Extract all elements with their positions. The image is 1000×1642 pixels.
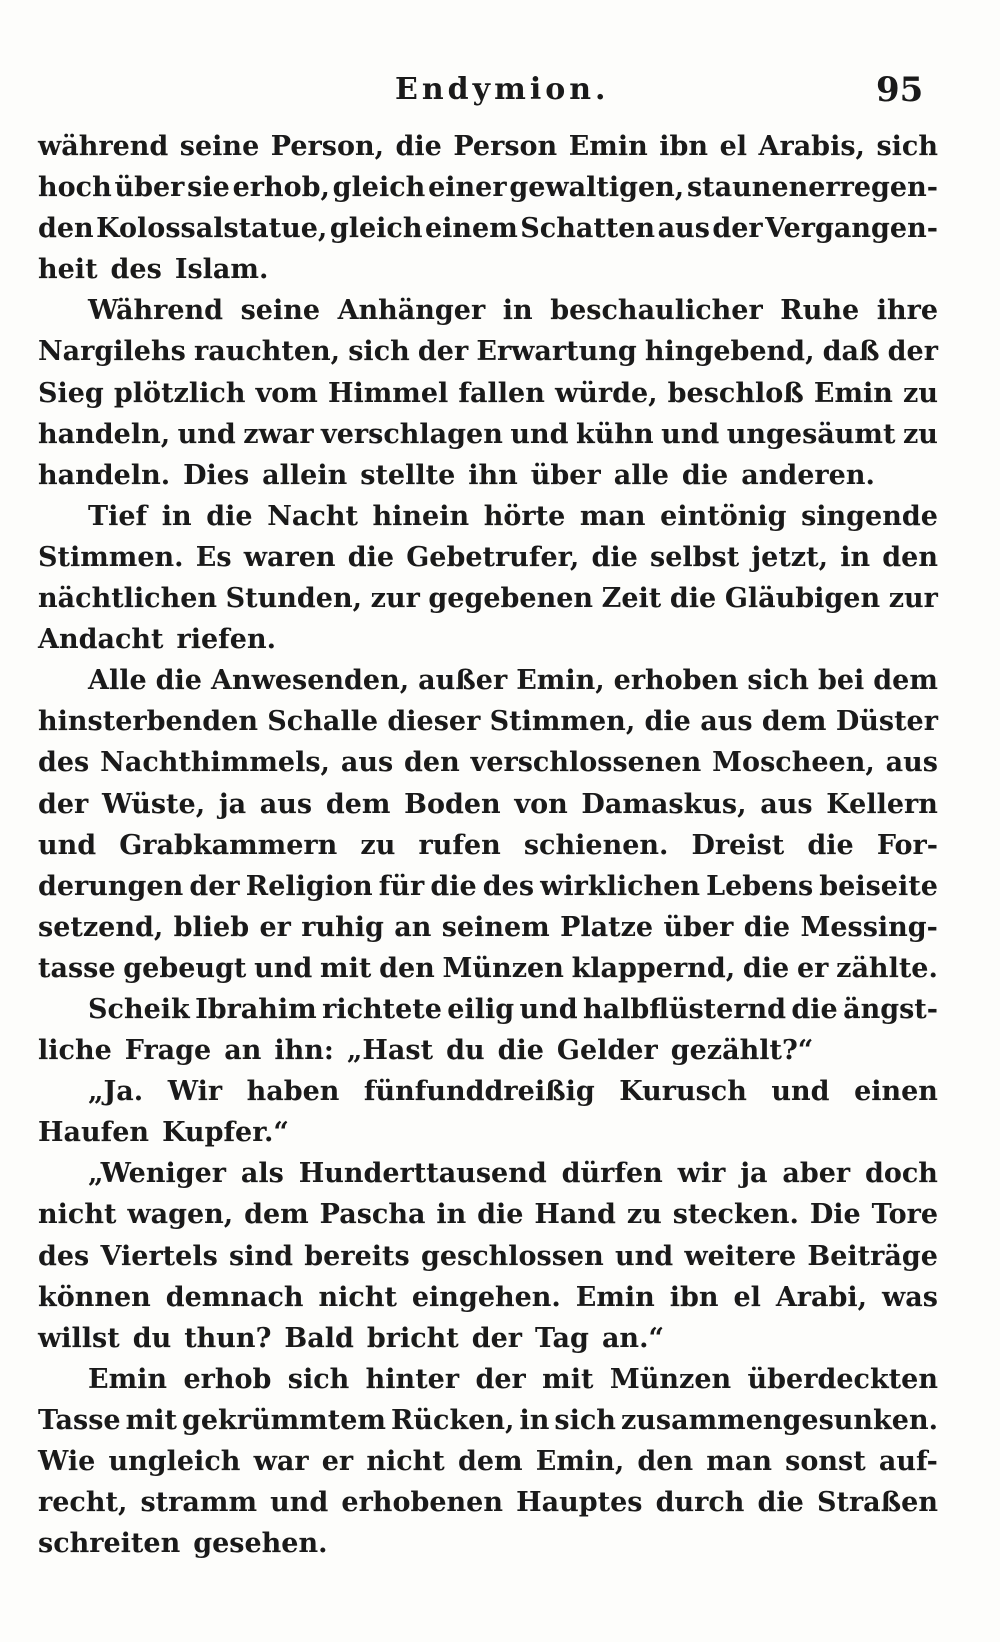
text-line: Stimmen. Es waren die Gebetrufer, die selbst jetzt, in den [38,541,938,573]
text-line: liche Frage an ihn: „Hast du die Gelder gezählt?“ [38,1035,814,1067]
text-line: hinsterbenden Schalle dieser Stimmen, die aus dem Düster [38,706,938,738]
text-line: Sieg plötzlich vom Himmel fallen würde, beschloß Emin zu [38,377,938,409]
text-line: hoch über sie erhob, gleich einer gewaltigen, staunenerregen- [38,172,938,204]
text-line: heit des Islam. [38,254,269,286]
body-text [38,126,938,1564]
text-line: derungen der Religion für die des wirklichen Lebens beiseite [38,870,938,902]
text-line: Tief in die Nacht hinein hörte man eintönig singende [88,500,938,532]
text-line: den Kolossalstatue, gleich einem Schatten aus der Vergangen- [38,213,938,245]
text-line: der Wüste, ja aus dem Boden von Damaskus, aus Kellern [38,788,938,820]
text-line: während seine Person, die Person Emin ibn el Arabis, sich [38,131,938,162]
text-line: Wie ungleich war er nicht dem Emin, den man sonst auf- [38,1446,938,1477]
text-line: des Viertels sind bereits geschlossen und weitere Beiträge [38,1240,938,1272]
text-line: setzend, blieb er ruhig an seinem Platze über die Messing- [38,911,938,943]
text-line: Tasse mit gekrümmtem Rücken, in sich zusammengesunken. [38,1404,938,1436]
text-line: des Nachthimmels, aus den verschlossenen Moscheen, aus [38,747,938,779]
text-line: Während seine Anhänger in beschaulicher Ruhe ihre [88,295,938,327]
text-line: Scheik Ibrahim richtete eilig und halbflüsternd die ängst- [88,993,938,1025]
text-line: handeln. Dies allein stellte ihn über alle die anderen. [38,459,875,491]
text-line: handeln, und zwar verschlagen und kühn und ungesäumt zu [38,418,938,450]
text-line: und Grabkammern zu rufen schienen. Dreist die For- [38,829,938,861]
running-head: Endymion. [395,72,610,107]
text-line: nicht wagen, dem Pascha in die Hand zu stecken. Die Tore [38,1199,938,1231]
text-line: schreiten gesehen. [38,1528,328,1560]
text-line: tasse gebeugt und mit den Münzen klappernd, die er zählte. [38,952,938,984]
text-line: können demnach nicht eingehen. Emin ibn el Arabi, was [38,1281,938,1313]
text-line: recht, stramm und erhobenen Hauptes durch die Straßen [38,1487,938,1519]
text-line: Haufen Kupfer.“ [38,1117,289,1149]
text-line: „Ja. Wir haben fünfunddreißig Kurusch und einen [88,1076,938,1108]
text-line: „Weniger als Hunderttausend dürfen wir ja aber doch [88,1158,938,1190]
text-line: Emin erhob sich hinter der mit Münzen überdeckten [88,1363,938,1395]
page-number: 95 [876,70,924,110]
text-line: Alle die Anwesenden, außer Emin, erhoben sich bei dem [88,665,938,697]
text-line: Andacht riefen. [38,624,276,656]
text-line: nächtlichen Stunden, zur gegebenen Zeit die Gläubigen zur [38,583,938,615]
text-line: willst du thun? Bald bricht der Tag an.“ [38,1322,664,1354]
text-line: Nargilehs rauchten, sich der Erwartung hingebend, daß der [38,336,938,368]
